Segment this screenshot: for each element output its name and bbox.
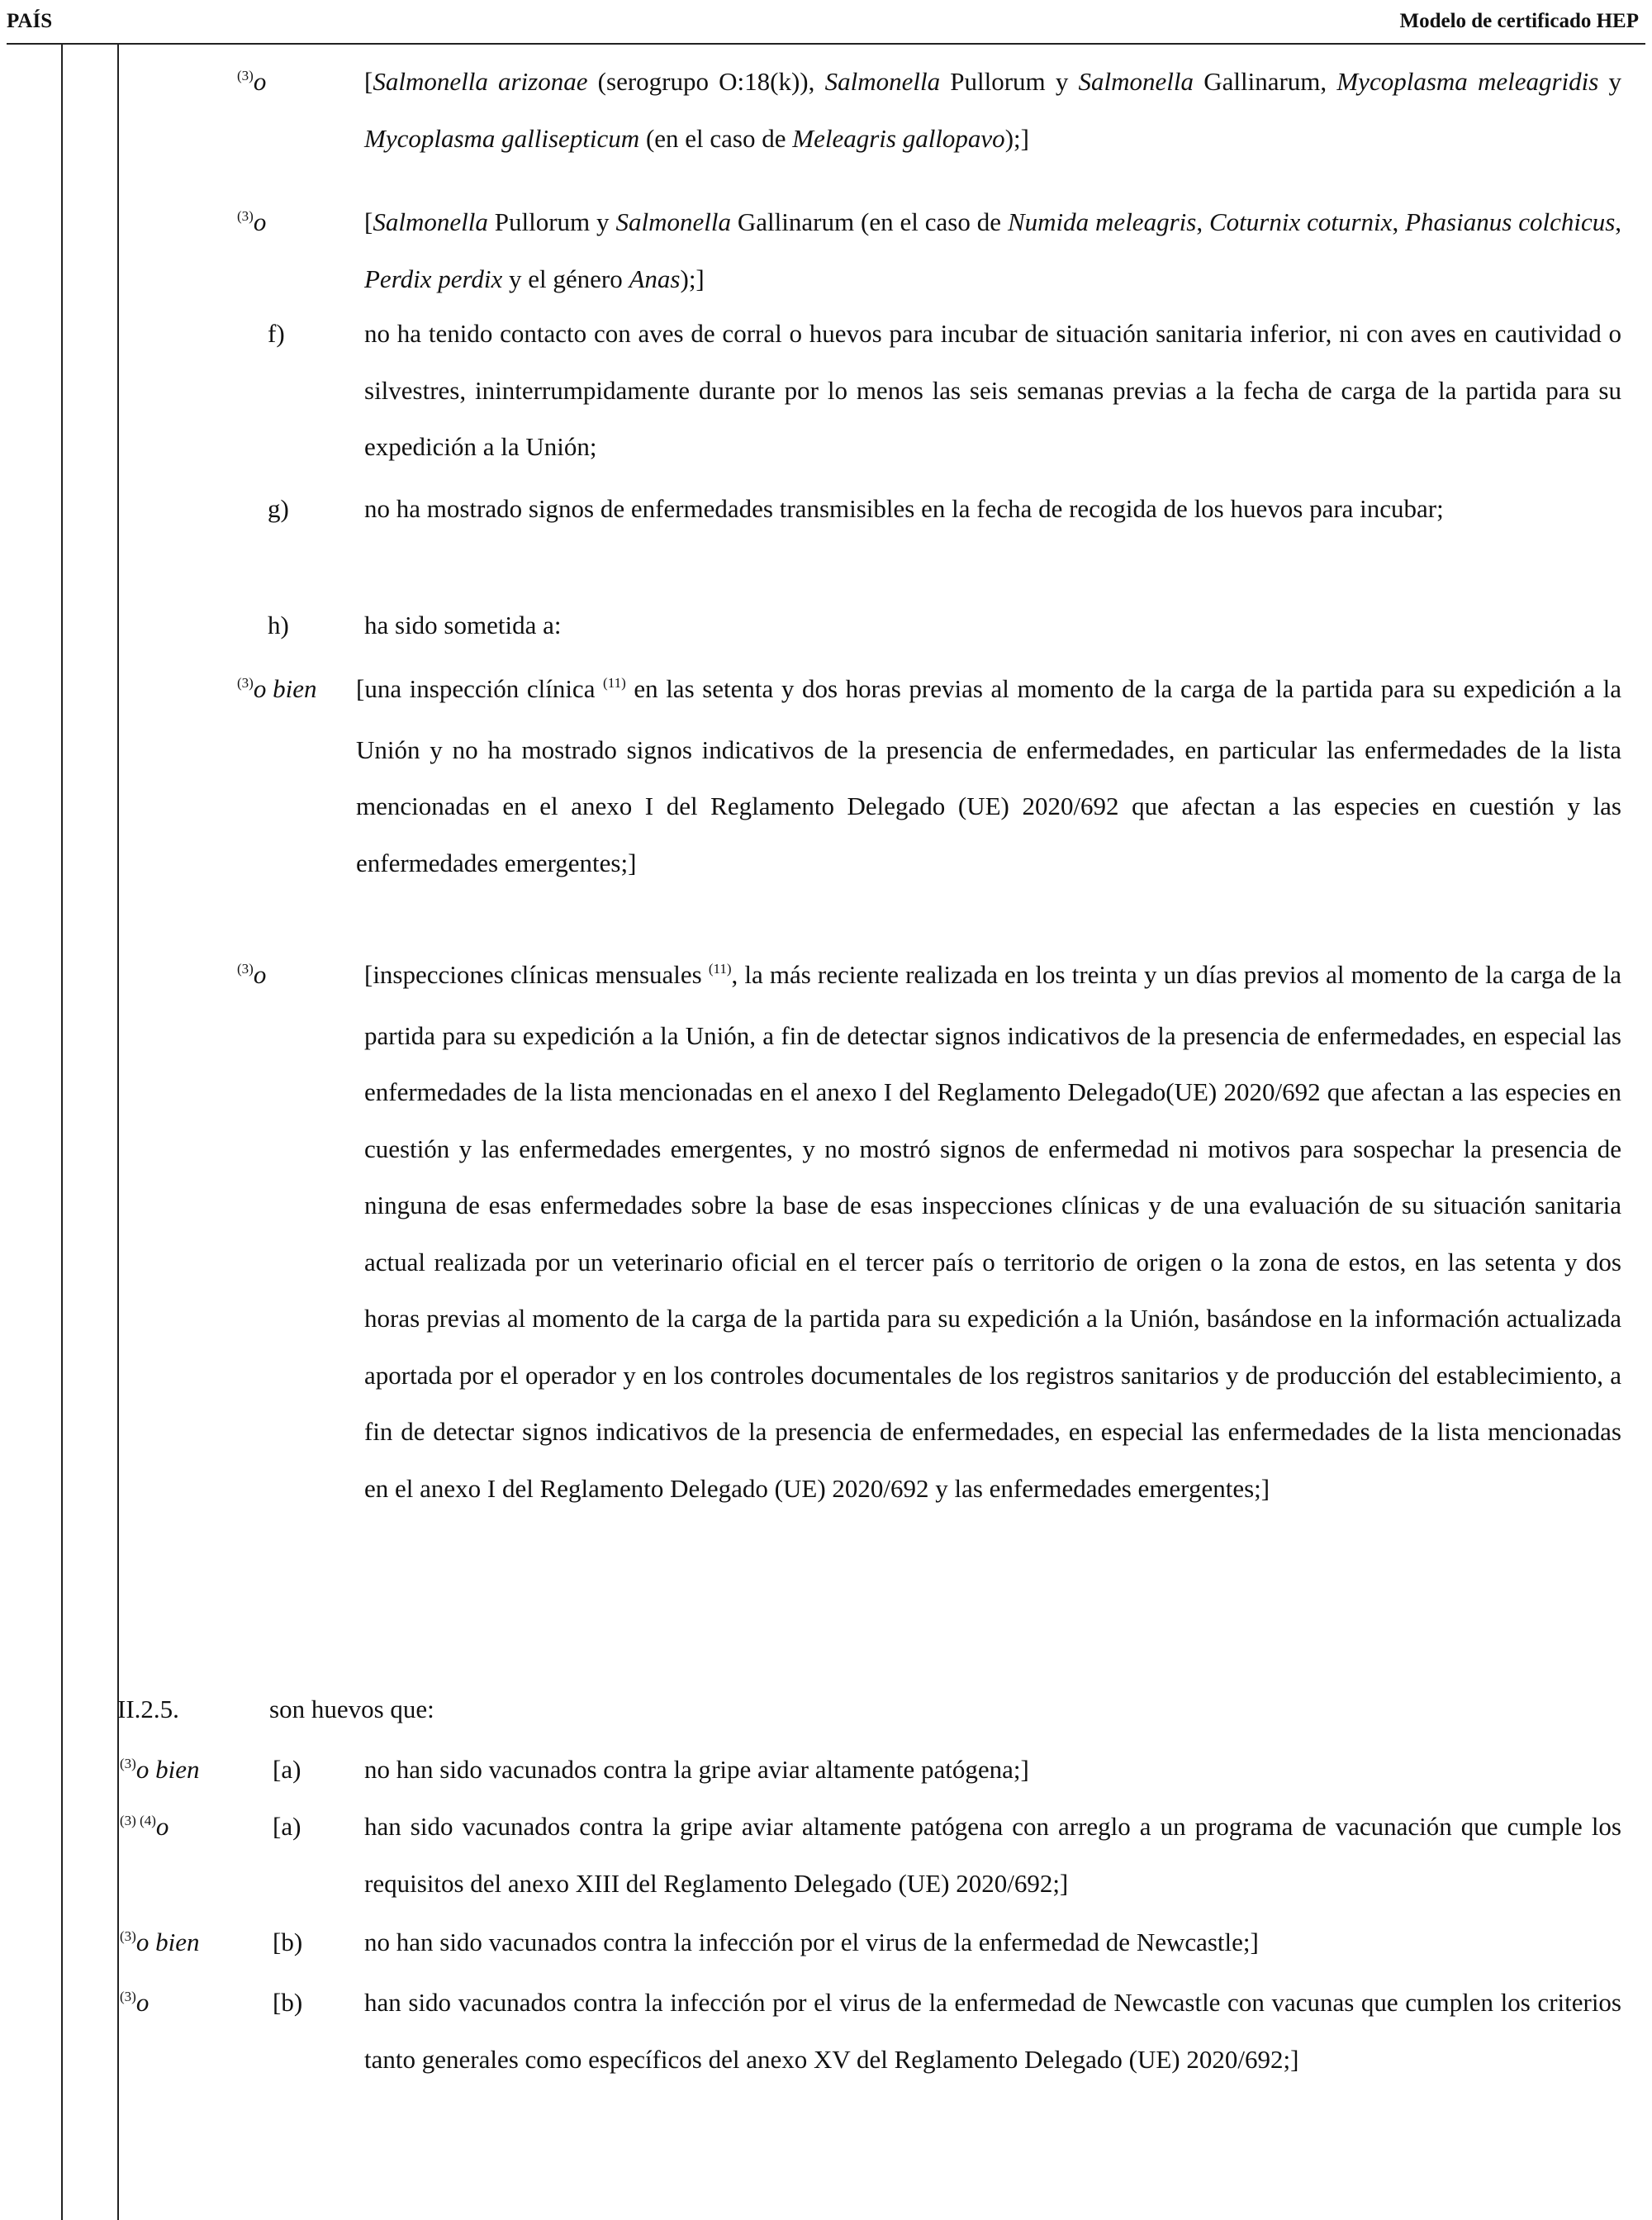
- footnote-ref: (11): [603, 675, 626, 691]
- text-segment: ,: [1196, 207, 1209, 236]
- clause-letter: [b): [273, 1928, 303, 1956]
- text-segment: ,: [1615, 207, 1628, 236]
- text-segment: y: [1598, 67, 1628, 96]
- clause-label: $^{(3)}$o: [237, 207, 267, 236]
- header-model-title: Modelo de certificado HEP: [1399, 10, 1639, 32]
- clause-text: no ha tenido contacto con aves de corral o huevos para incubar de situación sanitaria inferior, ni con aves en cautividad o silvestres, ininterrumpidamente durante por lo menos las seis semanas previas a la fecha de carga de la partida para su expedición a la Unión;: [364, 319, 1628, 461]
- text-segment: Pullorum y: [487, 207, 616, 236]
- text-segment: (en el caso de: [639, 123, 793, 153]
- species-name: Phasianus colchicus: [1405, 207, 1616, 236]
- clause-letter: [a): [273, 1812, 301, 1841]
- text-segment: y el género: [502, 264, 629, 293]
- text-segment: );]: [1004, 123, 1029, 153]
- clause-label: $^{(3) (4)}$o: [120, 1812, 169, 1841]
- clause-text: han sido vacunados contra la infección por el virus de la enfermedad de Newcastle con vacunas que cumplen los criterios tanto generales como específicos del anexo XV del Reglamento Delegado (UE) 2020/692;]: [364, 1988, 1628, 2074]
- species-name: Numida meleagris: [1007, 207, 1197, 236]
- clause-label: $^{(3)}$o: [237, 960, 267, 989]
- species-name: Salmonella: [824, 67, 941, 96]
- clause-label: $^{(3)}$o bien: [120, 1755, 200, 1784]
- text-segment: Gallinarum (en el caso de: [730, 207, 1008, 236]
- clause-text: [364, 194, 1628, 307]
- species-name: Perdix perdix: [364, 264, 503, 293]
- clause-label: $^{(3)}$o: [237, 67, 267, 96]
- clause-letter: g): [268, 494, 289, 523]
- species-name: Mycoplasma gallisepticum: [364, 123, 640, 153]
- footnote-ref: (11): [708, 961, 732, 977]
- clause-text: [inspecciones clínicas mensuales $^{(11)}$, la más reciente realizada en los treinta y un días previos al momento de la carga de la partida para su expedición a la Unión, a fin de detectar signos indicativos de la presencia de enfermedades, en especial las enfermedades de la lista mencionadas en el anexo I del Reglamento Delegado(UE) 2020/692 que afectan a las especies en cuestión y las enfermedades emergentes, y no mostró signos de enfermedad ni motivos para sospechar la presencia de ninguna de esas enfermedades sobre la base de esas inspecciones clínicas y de una evaluación de su situación sanitaria actual realizada por un veterinario oficial en el tercer país o territorio de origen o la zona de estos, en las setenta y dos horas previas al momento de la carga de la partida para su expedición a la Unión, basándose en la información actualizada aportada por el operador y en los controles documentales de los registros sanitarios y de producción del establecimiento, a fin de detectar signos indicativos de la presencia de enfermedades, en especial las enfermedades de la lista mencionadas en el anexo I del Reglamento Delegado (UE) 2020/692 y las enfermedades emergentes;]: [364, 960, 1628, 1503]
- header-rule: [7, 43, 1645, 45]
- species-name: Mycoplasma meleagridis: [1336, 67, 1599, 96]
- species-name: Meleagris gallopavo: [792, 123, 1005, 153]
- text-segment: (serogrupo O:18(k)),: [587, 67, 825, 96]
- column-border-inner: [117, 44, 119, 2220]
- clause-label: $^{(3)}$o: [120, 1988, 150, 2017]
- text-segment: ,: [1392, 207, 1406, 236]
- column-border-left: [61, 44, 63, 2220]
- species-name: Salmonella: [615, 207, 731, 236]
- clause-letter: [a): [273, 1755, 301, 1784]
- clause-label: $^{(3)}$o bien: [120, 1928, 200, 1956]
- clause-text: [364, 54, 1628, 167]
- text-segment: Pullorum y: [940, 67, 1079, 96]
- clause-text: no ha mostrado signos de enfermedades transmisibles en la fecha de recogida de los huevos para incubar;: [364, 494, 1444, 523]
- text-segment: [: [364, 207, 373, 236]
- clause-letter: [b): [273, 1988, 303, 2017]
- clause-text: [una inspección clínica $^{(11)}$ en las setenta y dos horas previas al momento de la carga de la partida para su expedición a la Unión y no ha mostrado signos indicativos de la presencia de enfermedades, en particular las enfermedades de la lista mencionadas en el anexo I del Reglamento Delegado (UE) 2020/692 que afectan a las especies en cuestión y las enfermedades emergentes;]: [356, 674, 1628, 877]
- section-text: son huevos que:: [269, 1695, 434, 1723]
- section-number: II.2.5.: [117, 1695, 179, 1723]
- clause-text: no han sido vacunados contra la infección por el virus de la enfermedad de Newcastle;]: [364, 1928, 1259, 1956]
- clause-letter: f): [268, 319, 285, 348]
- header-country: PAÍS: [7, 10, 53, 32]
- species-name: Coturnix coturnix: [1208, 207, 1393, 236]
- text-segment: Gallinarum,: [1194, 67, 1337, 96]
- clause-letter: h): [268, 611, 289, 639]
- text-segment: );]: [680, 264, 705, 293]
- species-name: Salmonella arizonae: [373, 67, 588, 96]
- clause-label: $^{(3)}$o bien: [237, 674, 317, 703]
- text-segment: [: [364, 67, 373, 96]
- species-name: Salmonella: [373, 207, 488, 236]
- clause-text: ha sido sometida a:: [364, 611, 562, 639]
- clause-text: han sido vacunados contra la gripe aviar altamente patógena con arreglo a un programa de vacunación que cumple los requisitos del anexo XIII del Reglamento Delegado (UE) 2020/692;]: [364, 1812, 1628, 1898]
- species-name: Salmonella: [1078, 67, 1194, 96]
- species-name: Anas: [629, 264, 681, 293]
- clause-text: no han sido vacunados contra la gripe aviar altamente patógena;]: [364, 1755, 1029, 1784]
